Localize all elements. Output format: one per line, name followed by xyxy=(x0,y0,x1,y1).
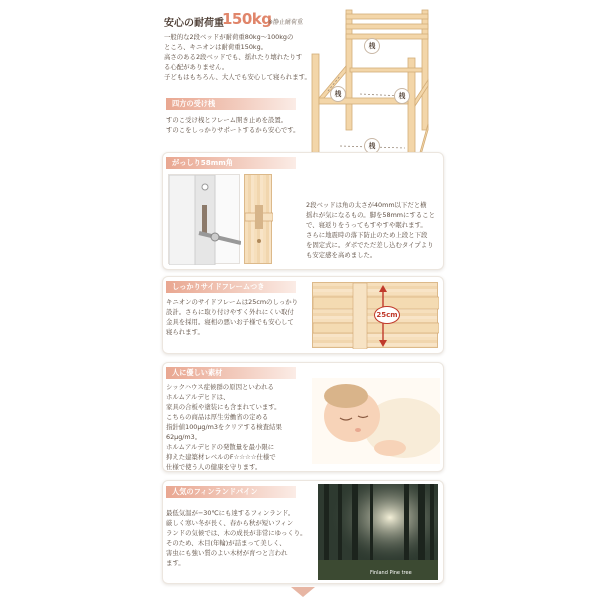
slat-tag-1: 桟 xyxy=(364,38,380,54)
section2-body: すのこ受け桟とフレーム開き止めを設置。 すのこをしっかりサポートするから安心です。 xyxy=(166,116,300,134)
forest-caption: Finland Pine tree xyxy=(370,570,412,576)
section3-body: 2段ベッドは角の太さが40mm以下だと横 揺れが気になるもの。脚を58mmにすること で、寝返りをうってもすやすや眠れます。 さらに地震時の落下防止のため上段と下段 を固定式に。ダボでただ差し込むタイプより も安定感を高めました。 xyxy=(306,201,435,259)
sleeping-baby-photo xyxy=(312,378,440,464)
section4-bar: しっかりサイドフレームつき xyxy=(166,281,296,293)
slat-tag-4: 桟 xyxy=(364,138,380,154)
section5-body: シックハウス症候群の原因といわれる ホルムアルデヒドは、 家具の合板や塗装にも含まれています。 こちらの商品は厚生労働省の定める 指針値100μg/m3をクリアする検査結果 62μg/m3。 ホルムアルデヒドの発散量を最小限に 抑えた建築材レベルのF☆☆☆☆仕様で 仕様で使う人の健康を守ります。 xyxy=(166,383,282,471)
down-arrow-icon xyxy=(291,587,315,597)
section6-body: 最低気温が−30℃にも達するフィンランド。 厳しく寒い冬が長く、春から秋が短いフィン ランドの気候では、木の成長が非常にゆっくり。 そのため、木目(年輪)が詰まって美しく、 害虫にも強い質のよい木材が育つと言われ ます。 xyxy=(166,509,307,567)
section6-bar: 人気のフィンランドパイン xyxy=(166,486,296,498)
sleeping-baby-svg xyxy=(312,378,440,464)
section2-bar: 四方の受け桟 xyxy=(166,98,296,110)
forest-photo xyxy=(318,484,438,580)
slat-tag-2: 桟 xyxy=(330,86,346,102)
joint-diagram-exploded xyxy=(168,174,240,264)
slat-tag-3: 桟 xyxy=(394,88,410,104)
section5-bar: 人に優しい素材 xyxy=(166,367,296,379)
section1-title: 安心の耐荷重 xyxy=(164,18,224,29)
load-capacity-value: 150kg xyxy=(222,10,272,28)
leg-post-illustration xyxy=(244,174,272,264)
load-capacity-note: ※静止耐荷重 xyxy=(268,19,304,26)
leg-post-svg xyxy=(245,175,273,265)
measure-badge: 25cm xyxy=(374,306,400,324)
section3-bar: がっしり58mm角 xyxy=(166,157,296,169)
joint-exploded-svg xyxy=(169,175,241,265)
section1-body: 一般的な2段ベッドが耐荷重80kg～100kgの ところ、キニオンは耐荷重150kg。 高さのある2段ベッドでも、揺れたり壊れたりす る心配がありません。 子どもはもちろん、大人でも安心して寝られます。 xyxy=(164,33,311,81)
forest-svg xyxy=(318,484,438,580)
section4-body: キニオンのサイドフレームは25cmのしっかり 設計。さらに取り付けやすく外れにくい取付 金具を採用。寝相の悪いお子様でも安心して 寝られます。 xyxy=(166,298,299,336)
